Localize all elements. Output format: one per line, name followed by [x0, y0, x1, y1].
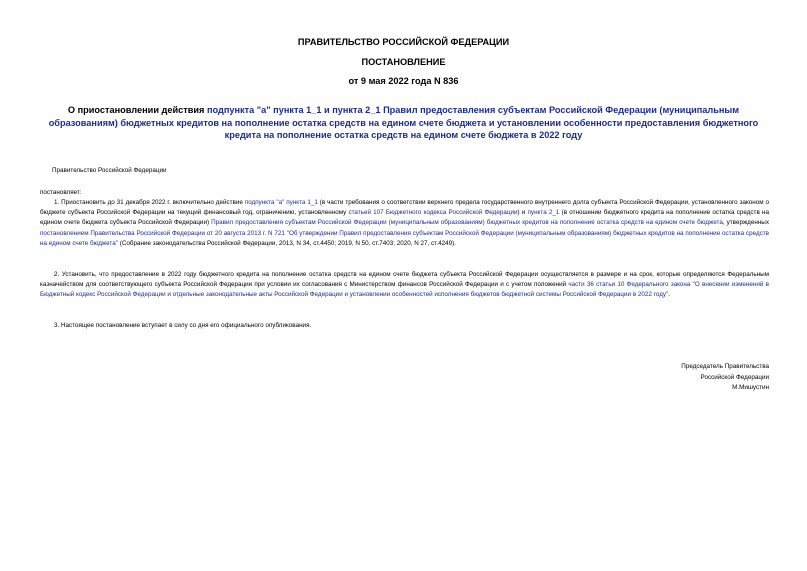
p1-link-decree-721[interactable]: постановлением Правительства Российской Федерации от 20 августа 2013 г. N 721 "Об утверждении Правил предоставления субъектам Российской Федерации (муниципальным образованиям) бюджетных кредитов на пополнение остатка средств на едином счете бюджета" — [40, 229, 769, 247]
p1-text-5: , утвержденных — [722, 219, 769, 227]
p1-link-subparagraph-a[interactable]: подпункта "а" пункта 1_1 — [244, 199, 318, 206]
p2-text-1: 2. Установить, что предоставление в 2022 году бюджетного кредита на пополнение остатка средств на едином счете бюджета субъекта Российской Федерации осуществляется в размере и на срок, которые определяются Федеральным казначейством для соответствующего субъекта Российской Федерации при условии их согласования с Министерством финансов Российской Федерации и с учетом положений — [40, 271, 769, 289]
p1-link-article-107[interactable]: статьей 107 Бюджетного кодекса Российской Федерации — [348, 209, 518, 217]
title-prefix: О приостановлении действия — [67, 105, 207, 115]
signature-block — [681, 362, 769, 394]
p1-text-4: (в отношении бюджетного кредита на пополнение остатка средств на едином счете бюджета субъекта Российской Федерации) — [40, 209, 769, 227]
government-line: Правительство Российской Федерации — [52, 167, 167, 174]
p1-text-3: ) и — [517, 209, 528, 217]
signature-position: Председатель Правительства — [681, 363, 769, 370]
p1-text-6: (Собрание законодательства Российской Федерации, 2013, N 34, ст.4450; 2019, N 50, ст.7403; 2020, N 27, ст.4249). — [117, 239, 456, 247]
p1-text-2: (в части требования о соответствии верхнего предела государственного внутреннего долга субъекта Российской Федерации, установленного законом о бюджете субъекта Российской Федерации на текущий финансовый год, ограничению, установленному — [40, 199, 770, 217]
p1-text-1: 1. Приостановить до 31 декабря 2022 г. включительно действие — [54, 199, 245, 206]
decree-word: постановляет: — [40, 189, 82, 196]
p1-link-point-2-1[interactable]: пункта 2_1 — [527, 209, 560, 217]
p1-link-rules[interactable]: Правил предоставления субъектам Российской Федерации (муниципальным образованиям) бюджетных кредитов на пополнение остатка средств на едином счете бюджета — [211, 219, 723, 227]
paragraph-1 — [40, 198, 769, 249]
title-link[interactable]: подпункта "а" пункта 1_1 и пункта 2_1 Правил предоставления субъектам Российской Федерации (муниципальным образованиям) бюджетных кредитов на пополнение остатка средств на едином счете бюджета и установлении особенности предоставления бюджетного кредита на пополнение остатка средств на едином счете бюджета в 2022 году — [48, 105, 759, 140]
p2-text-2: . — [668, 291, 671, 299]
government-heading: ПРАВИТЕЛЬСТВО РОССИЙСКОЙ ФЕДЕРАЦИИ — [297, 37, 510, 47]
signature-org: Российской Федерации — [700, 373, 769, 381]
paragraph-2 — [40, 270, 769, 301]
document-title — [40, 104, 767, 142]
doc-type-heading: ПОСТАНОВЛЕНИЕ — [361, 57, 446, 67]
date-number-heading: от 9 мая 2022 года N 836 — [348, 76, 459, 86]
p2-link-federal-law[interactable]: части 36 статьи 10 Федерального закона "О внесении изменений в Бюджетный кодекс Российской Федерации и отдельные законодательные акты Российской Федерации и установлении особенностей исполнения бюджетов бюджетной системы Российской Федерации в 2022 году" — [40, 281, 769, 299]
signature-name: М.Мишустин — [732, 384, 769, 391]
paragraph-3: 3. Настоящее постановление вступает в силу со дня его официального опубликования. — [54, 322, 312, 329]
